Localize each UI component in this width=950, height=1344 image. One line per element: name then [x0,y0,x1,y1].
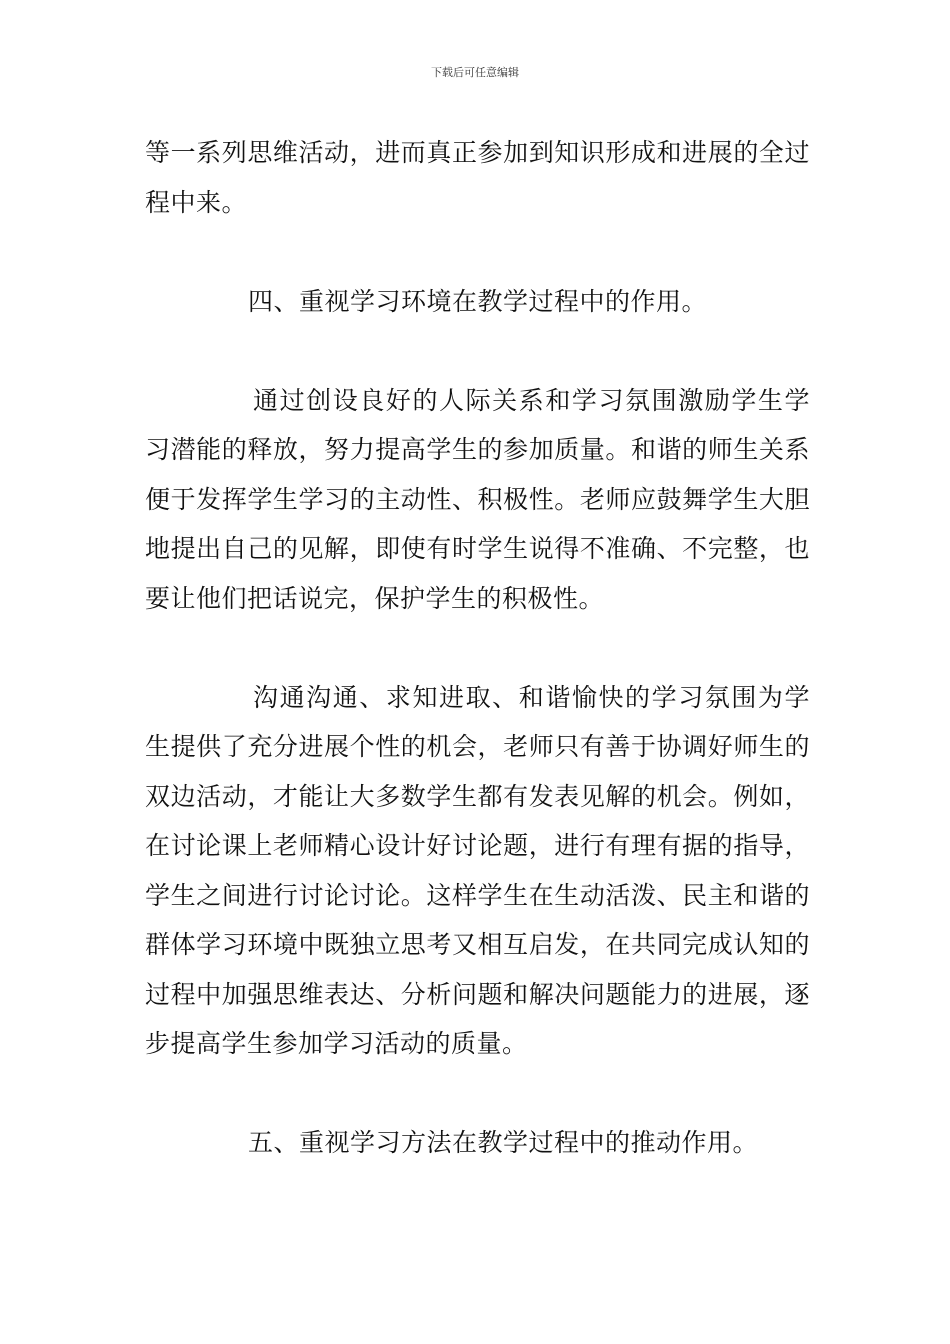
section-heading-5: 五、重视学习方法在教学过程中的推动作用。 [248,1128,759,1157]
paragraph-continuation: 等一系列思维活动，进而真正参加到知识形成和进展的全过程中来。 [145,138,810,217]
paragraph-gap [145,227,810,277]
section-heading-4: 四、重视学习环境在教学过程中的作用。 [248,286,708,316]
paragraph-learning-atmosphere: 沟通沟通、求知进取、和谐愉快的学习氛围为学生提供了充分进展个性的机会，老师只有善于协调好师生的双边活动，才能让大多数学生都有发表见解的机会。例如，在讨论课上老师精心设计好讨论题，进行有理有据的指导，学生之间进行讨论讨论。这样学生在生动活泼、民主和谐的群体学习环境中既独立思考又相互启发，在共同完成认知的过程中加强思维表达、分析问题和解决问题能力的进展，逐步提高学生参加学习活动的质量。 [145,682,810,1058]
page-header: 下载后可任意编辑 [431,66,519,79]
paragraph-learning-environment: 通过创设良好的人际关系和学习氛围激励学生学习潜能的释放，努力提高学生的参加质量。和谐的师生关系便于发挥学生学习的主动性、积极性。老师应鼓舞学生大胆地提出自己的见解，即使有时学生说得不准确、不完整，也要让他们把话说完，保护学生的积极性。 [145,385,810,613]
paragraph-gap [145,1069,810,1119]
paragraph-gap [145,623,810,673]
document-body [145,128,810,1168]
paragraph-gap [145,326,810,376]
